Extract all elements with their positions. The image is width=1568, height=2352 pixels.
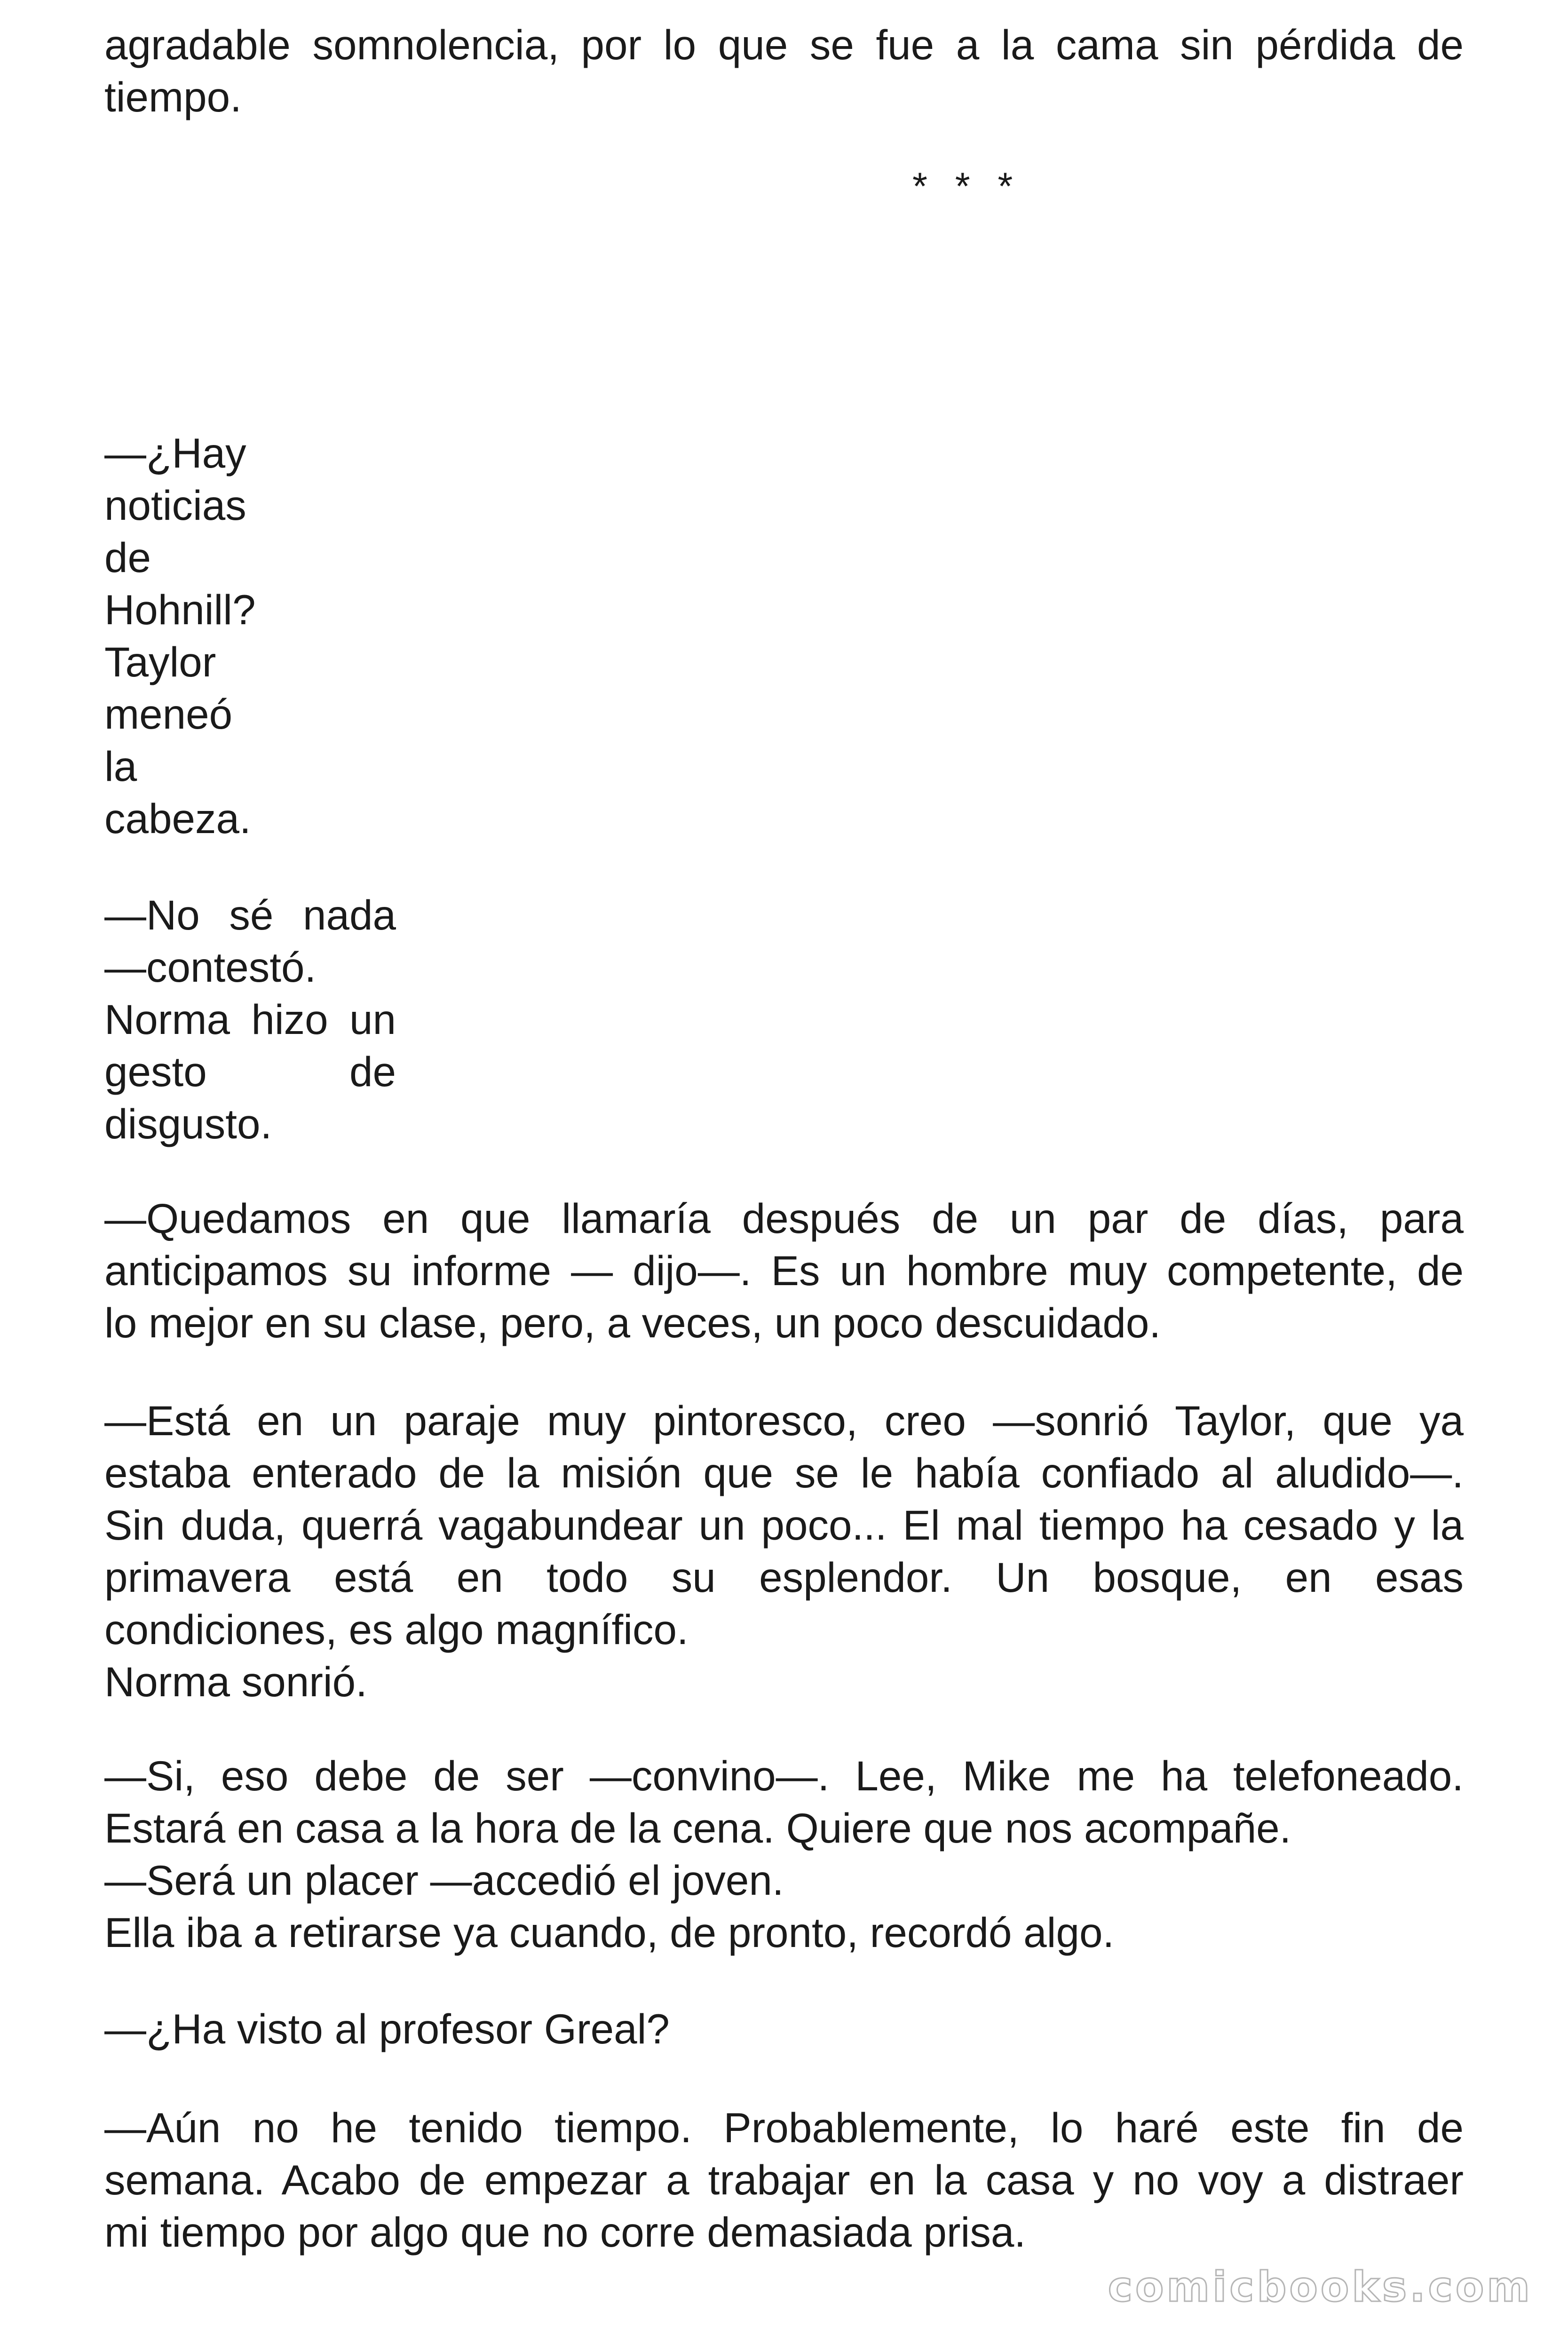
watermark: comicbooks.com (1108, 2263, 1533, 2311)
text-line: tiempo. (104, 73, 242, 120)
text-line: estaba enterado de la misión que se le había confiado al aludido—. (104, 1449, 1464, 1496)
text-line: —Será un placer —accedió el joven. (104, 1857, 784, 1904)
text-line: semana. Acabo de empezar a trabajar en la casa y no voy a distraer (104, 2156, 1464, 2203)
text-line: condiciones, es algo magnífico. (104, 1606, 689, 1653)
text-line: lo mejor en su clase, pero, a veces, un poco descuidado. (104, 1299, 1161, 1346)
text-line: de (104, 534, 151, 581)
text-line: cabeza. (104, 795, 251, 842)
text-line: Ella iba a retirarse ya cuando, de pronto, recordó algo. (104, 1909, 1115, 1956)
paragraph-1 (104, 427, 396, 845)
opening-paragraph (104, 19, 1464, 123)
text-line: anticipamos su informe — dijo—. Es un hombre muy competente, de (104, 1247, 1464, 1294)
text-line: —Está en un paraje muy pintoresco, creo —sonrió Taylor, que ya (104, 1397, 1464, 1444)
paragraph-2 (104, 889, 396, 1150)
text-line: Norma sonrió. (104, 1658, 367, 1705)
text-line: —Aún no he tenido tiempo. Probablemente, lo haré este fin de (104, 2104, 1464, 2151)
text-line: —Si, eso debe de ser —convino—. Lee, Mike me ha telefoneado. (104, 1752, 1464, 1799)
paragraph-5 (104, 1750, 1464, 1959)
text-line: gesto de (104, 1048, 396, 1095)
text-line: Norma hizo un (104, 996, 396, 1043)
text-line: Estará en casa a la hora de la cena. Quiere que nos acompañe. (104, 1804, 1291, 1851)
paragraph-4 (104, 1395, 1464, 1708)
text-line: agradable somnolencia, por lo que se fue a la cama sin pérdida de (104, 21, 1464, 68)
text-line: —¿Ha visto al profesor Greal? (104, 2005, 670, 2052)
text-line: Taylor (104, 638, 216, 685)
paragraph-3 (104, 1192, 1464, 1349)
text-line: —¿Hay (104, 429, 246, 477)
section-separator: * * * (912, 165, 1022, 208)
text-line: Hohnill? (104, 586, 256, 633)
text-line: Sin duda, querrá vagabundear un poco... El mal tiempo ha cesado y la (104, 1502, 1464, 1549)
text-line: primavera está en todo su esplendor. Un bosque, en esas (104, 1554, 1464, 1601)
text-line: mi tiempo por algo que no corre demasiada prisa. (104, 2209, 1026, 2256)
text-line: meneó (104, 691, 233, 738)
text-line: la (104, 743, 137, 790)
text-line: —contestó. (104, 944, 317, 991)
paragraph-7 (104, 2102, 1464, 2258)
text-line: —Quedamos en que llamaría después de un par de días, para (104, 1195, 1464, 1242)
text-line: disgusto. (104, 1100, 272, 1147)
text-line: noticias (104, 482, 246, 529)
paragraph-6 (104, 2003, 1464, 2055)
text-line: —No sé nada (104, 891, 396, 938)
